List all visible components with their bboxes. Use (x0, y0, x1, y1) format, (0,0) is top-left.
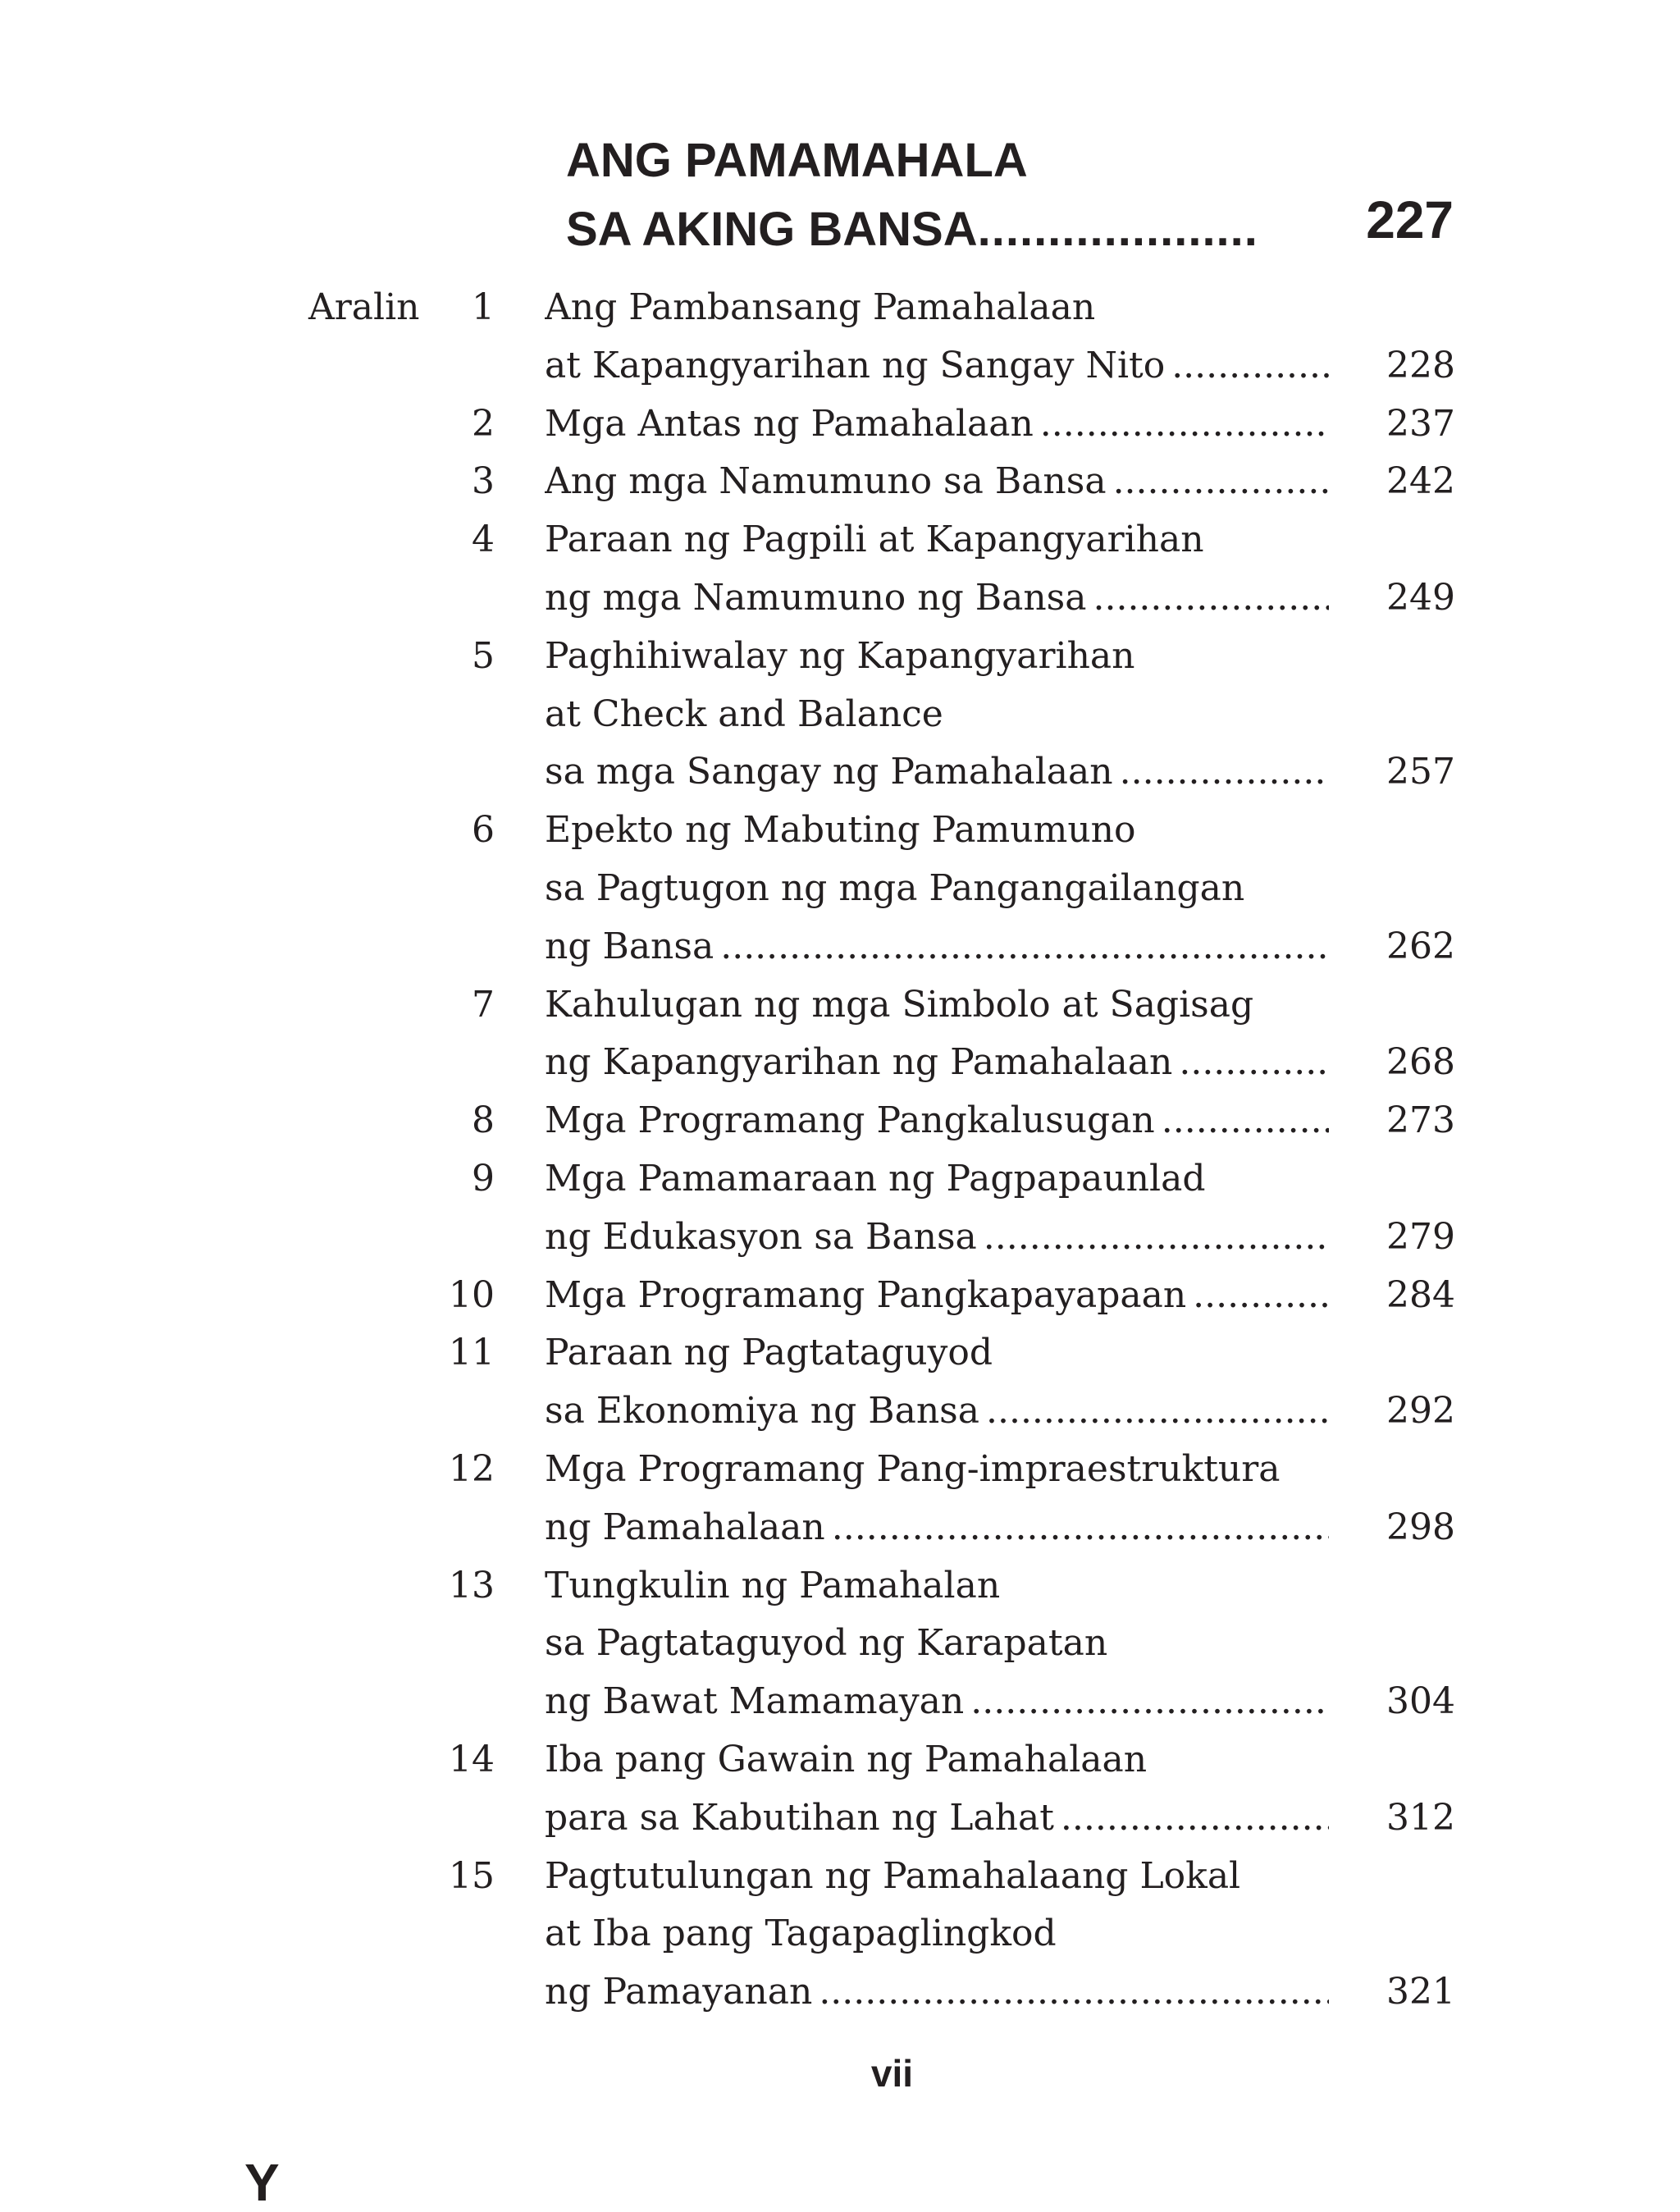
toc-line (0, 453, 1680, 511)
lesson-page-number: 292 (1386, 1390, 1455, 1433)
lesson-title-line (545, 1092, 1329, 1150)
table-of-contents (0, 279, 1680, 2022)
dot-leader (812, 1963, 1329, 2022)
dot-leader (1034, 395, 1329, 454)
lesson-title-line (545, 337, 1329, 395)
toc-line (0, 918, 1680, 976)
lesson-title-text: ng Bansa (545, 925, 714, 967)
lesson-page-number: 321 (1386, 1971, 1455, 2013)
toc-line (0, 1789, 1680, 1848)
lesson-title-line (545, 743, 1329, 802)
toc-line (0, 1209, 1680, 1267)
dot-leader (1165, 337, 1329, 395)
lesson-title-line (545, 976, 1329, 1035)
toc-line (0, 395, 1680, 454)
lesson-title-line (545, 1441, 1329, 1499)
lesson-title-text: at Iba pang Tagapaglingkod (545, 1913, 1057, 1955)
lesson-title-line (545, 1848, 1329, 1906)
lesson-page-number: 284 (1386, 1273, 1455, 1316)
toc-line (0, 1673, 1680, 1731)
folio-page-number: vii (870, 2052, 914, 2095)
lesson-title-text: Mga Programang Pang-impraestruktura (545, 1447, 1281, 1490)
unit-title-line2 (566, 200, 1258, 259)
lesson-title-line (545, 1615, 1329, 1673)
lesson-number: 10 (449, 1273, 495, 1316)
toc-line (0, 1267, 1680, 1325)
corner-mark: Y (244, 2153, 280, 2212)
lesson-title-text: at Check and Balance (545, 692, 943, 735)
lesson-number: 5 (472, 634, 495, 677)
toc-line (0, 1034, 1680, 1092)
toc-line (0, 1324, 1680, 1382)
toc-line (0, 686, 1680, 744)
dot-leader (979, 1382, 1329, 1441)
toc-line (0, 860, 1680, 918)
toc-line (0, 1557, 1680, 1616)
toc-line (0, 628, 1680, 686)
lesson-page-number: 304 (1386, 1680, 1455, 1723)
toc-line (0, 569, 1680, 628)
unit-page-number: 227 (1366, 190, 1454, 249)
toc-line (0, 1731, 1680, 1789)
aralin-label: Aralin (308, 286, 420, 328)
lesson-page-number: 298 (1386, 1506, 1455, 1548)
dot-leader (977, 1209, 1329, 1267)
lesson-title-line (545, 395, 1329, 454)
dot-leader (1107, 453, 1329, 511)
lesson-page-number: 237 (1386, 402, 1455, 445)
unit-title-dot-leader: .................... (977, 203, 1258, 256)
lesson-title-line (545, 1557, 1329, 1616)
toc-line (0, 1905, 1680, 1963)
dot-leader (1155, 1092, 1329, 1150)
lesson-title-text: at Kapangyarihan ng Sangay Nito (545, 344, 1166, 386)
unit-title-line2-text: SA AKING BANSA (566, 203, 978, 256)
toc-line (0, 511, 1680, 569)
lesson-number: 12 (449, 1447, 495, 1490)
toc-line (0, 1441, 1680, 1499)
lesson-title-text: Mga Antas ng Pamahalaan (545, 402, 1034, 445)
lesson-title-text: ng Kapangyarihan ng Pamahalaan (545, 1041, 1173, 1084)
toc-line (0, 1848, 1680, 1906)
lesson-title-text: ng Pamayanan (545, 1971, 813, 2013)
lesson-page-number: 228 (1386, 344, 1455, 386)
lesson-title-line (545, 1324, 1329, 1382)
lesson-title-text: Pagtutulungan ng Pamahalaang Lokal (545, 1854, 1241, 1897)
dot-leader (825, 1499, 1329, 1557)
lesson-title-text: ng Pamahalaan (545, 1506, 825, 1548)
lesson-number: 9 (472, 1157, 495, 1200)
lesson-title-text: Paraan ng Pagpili at Kapangyarihan (545, 519, 1204, 561)
lesson-number: 8 (472, 1099, 495, 1142)
lesson-page-number: 312 (1386, 1796, 1455, 1839)
lesson-title-line (545, 1209, 1329, 1267)
unit-title-line1: ANG PAMAMAHALA (566, 134, 1028, 187)
lesson-title-text: sa mga Sangay ng Pamahalaan (545, 751, 1113, 793)
lesson-number: 1 (472, 286, 495, 328)
dot-leader (964, 1673, 1329, 1731)
lesson-title-line (545, 860, 1329, 918)
lesson-title-line (545, 1150, 1329, 1209)
lesson-number: 6 (472, 809, 495, 852)
toc-line (0, 1615, 1680, 1673)
toc-line (0, 743, 1680, 802)
lesson-title-text: sa Pagtugon ng mga Pangangailangan (545, 866, 1245, 909)
dot-leader (1113, 743, 1329, 802)
lesson-title-line (545, 802, 1329, 860)
lesson-title-text: Mga Programang Pangkalusugan (545, 1099, 1155, 1142)
lesson-number: 14 (449, 1738, 495, 1780)
lesson-title-line (545, 1267, 1329, 1325)
dot-leader (714, 918, 1329, 976)
lesson-title-line (545, 1034, 1329, 1092)
lesson-number: 4 (472, 519, 495, 561)
lesson-title-line (545, 918, 1329, 976)
toc-line (0, 1499, 1680, 1557)
lesson-title-line (545, 1673, 1329, 1731)
lesson-title-text: Mga Programang Pangkapayapaan (545, 1273, 1187, 1316)
lesson-title-text: Ang Pambansang Pamahalaan (545, 286, 1096, 328)
dot-leader (1186, 1267, 1329, 1325)
lesson-title-text: Ang mga Namumuno sa Bansa (545, 460, 1107, 503)
lesson-number: 3 (472, 460, 495, 503)
lesson-title-line (545, 1789, 1329, 1848)
lesson-number: 11 (449, 1332, 495, 1374)
toc-line (0, 1092, 1680, 1150)
lesson-page-number: 242 (1386, 460, 1455, 503)
lesson-number: 15 (449, 1854, 495, 1897)
toc-line (0, 279, 1680, 337)
lesson-page-number: 262 (1386, 925, 1455, 967)
lesson-title-line (545, 511, 1329, 569)
lesson-title-text: Tungkulin ng Pamahalan (545, 1564, 1001, 1606)
lesson-number: 2 (472, 402, 495, 445)
lesson-number: 7 (472, 983, 495, 1026)
lesson-title-text: ng Bawat Mamamayan (545, 1680, 965, 1723)
lesson-title-text: sa Pagtataguyod ng Karapatan (545, 1622, 1108, 1665)
toc-line (0, 802, 1680, 860)
dot-leader (1086, 569, 1329, 628)
lesson-title-text: Paghihiwalay ng Kapangyarihan (545, 634, 1135, 677)
lesson-title-text: ng mga Namumuno ng Bansa (545, 576, 1087, 619)
lesson-page-number: 268 (1386, 1041, 1455, 1084)
lesson-page-number: 279 (1386, 1215, 1455, 1258)
lesson-page-number: 273 (1386, 1099, 1455, 1142)
lesson-title-line (545, 279, 1329, 337)
lesson-title-line (545, 628, 1329, 686)
lesson-page-number: 249 (1386, 576, 1455, 619)
lesson-title-line (545, 1905, 1329, 1963)
lesson-title-text: sa Ekonomiya ng Bansa (545, 1390, 979, 1433)
toc-line (0, 1963, 1680, 2022)
lesson-title-text: para sa Kabutihan ng Lahat (545, 1796, 1054, 1839)
lesson-title-line (545, 453, 1329, 511)
toc-line (0, 1382, 1680, 1441)
lesson-title-line (545, 569, 1329, 628)
lesson-title-line (545, 686, 1329, 744)
lesson-title-text: Mga Pamamaraan ng Pagpapaunlad (545, 1157, 1206, 1200)
lesson-title-line (545, 1499, 1329, 1557)
lesson-title-text: Epekto ng Mabuting Pamumuno (545, 809, 1136, 852)
lesson-title-text: Iba pang Gawain ng Pamahalaan (545, 1738, 1148, 1780)
toc-line (0, 337, 1680, 395)
toc-line (0, 1150, 1680, 1209)
dot-leader (1172, 1034, 1329, 1092)
toc-line (0, 976, 1680, 1035)
lesson-number: 13 (449, 1564, 495, 1606)
lesson-title-text: Kahulugan ng mga Simbolo at Sagisag (545, 983, 1254, 1026)
lesson-title-text: Paraan ng Pagtataguyod (545, 1332, 993, 1374)
lesson-title-line (545, 1382, 1329, 1441)
dot-leader (1054, 1789, 1329, 1848)
lesson-title-line (545, 1963, 1329, 2022)
lesson-title-line (545, 1731, 1329, 1789)
lesson-title-text: ng Edukasyon sa Bansa (545, 1215, 977, 1258)
lesson-page-number: 257 (1386, 751, 1455, 793)
